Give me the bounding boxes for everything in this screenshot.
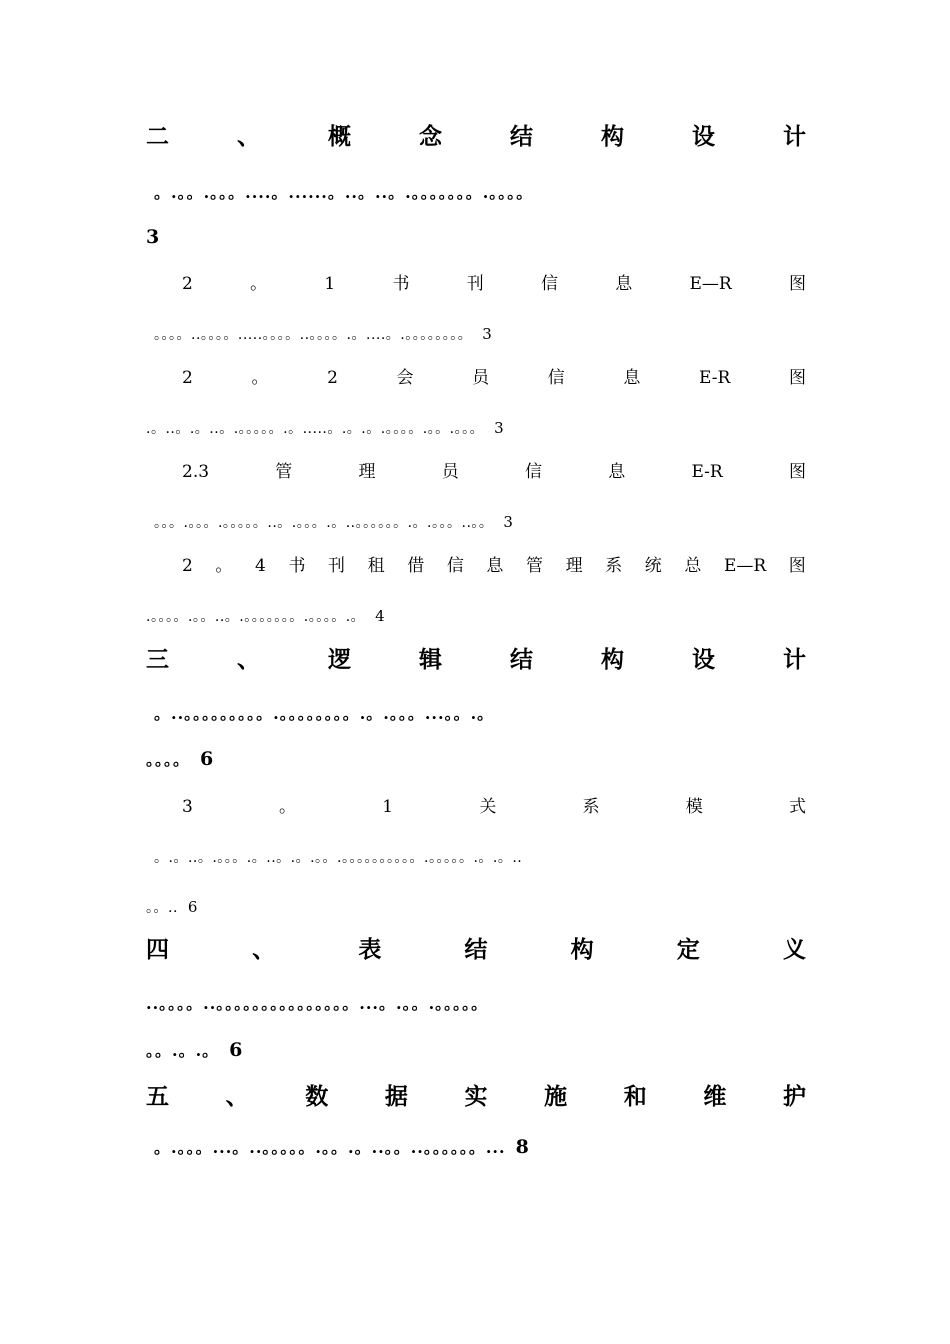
toc-char: 构 [601, 646, 624, 673]
toc-heading-s2-1[interactable] [182, 271, 806, 297]
toc-char: 刊 [466, 274, 484, 294]
toc-char: 信 [524, 462, 542, 482]
toc-char: 信 [547, 368, 565, 388]
toc-char: 据 [384, 1083, 408, 1110]
toc-char: 2 [182, 368, 193, 388]
toc-page-number: 8 [515, 1136, 529, 1158]
toc-char: 图 [788, 462, 806, 482]
toc-leader-dots: .。。。。.。。..。.。。。。。。。.。。。。.。 [146, 609, 366, 625]
toc-char: 息 [623, 368, 641, 388]
toc-leader-line [146, 895, 806, 920]
toc-char: 构 [601, 123, 624, 150]
toc-page-number: 3 [482, 325, 492, 343]
toc-char: 施 [544, 1083, 568, 1110]
toc-page-number: 3 [146, 226, 160, 248]
toc-char: 辑 [419, 646, 442, 673]
toc-char: 系 [605, 556, 623, 576]
toc-char: 息 [608, 462, 626, 482]
toc-char: 4 [255, 556, 266, 576]
toc-char: 、 [225, 1083, 249, 1110]
toc-char: 2 [327, 368, 338, 388]
toc-page-number: 6 [200, 748, 214, 770]
toc-leader-dots: 。.。。.。。。....。......。..。..。.。。。。。。。.。。。。 [154, 183, 534, 202]
toc-char: 理 [565, 556, 583, 576]
toc-heading-s2-3[interactable] [182, 459, 806, 485]
toc-leader-dots: 。.。。。...。..。。。。。.。。.。..。。..。。。。。。... [154, 1138, 506, 1157]
toc-char: 四 [146, 936, 169, 963]
toc-leader-dots: 。。。.。。。.。。。。。..。.。。。.。..。。。。。。.。.。。。..。。 [154, 515, 494, 531]
toc-char: 员 [472, 368, 490, 388]
toc-page-number: 4 [375, 607, 385, 625]
toc-char: 。 [215, 556, 233, 576]
toc-char: 会 [396, 368, 414, 388]
toc-char: 刊 [328, 556, 346, 576]
toc-leader-dots: 。..。。。。。。。。。.。。。。。。。。.。.。。。...。。.。 [154, 704, 495, 723]
toc-char: 图 [788, 368, 806, 388]
toc-char: 二 [146, 123, 169, 150]
toc-leader-line [146, 604, 806, 629]
toc-leader-line [154, 322, 814, 347]
toc-char: E-R [699, 368, 731, 388]
toc-char: 定 [676, 936, 700, 963]
toc-char: 式 [788, 797, 806, 817]
toc-char: E—R [689, 274, 732, 294]
toc-leader-dots: 。。.。.。 [146, 1041, 220, 1060]
toc-page-number: 6 [187, 898, 198, 916]
toc-char: 念 [419, 123, 442, 150]
toc-char: 、 [237, 646, 260, 673]
toc-char: 租 [367, 556, 385, 576]
toc-char: 。 [250, 274, 268, 294]
toc-char: 3 [182, 797, 193, 817]
toc-char: 统 [644, 556, 662, 576]
toc-char: 计 [783, 123, 806, 150]
toc-heading-s5[interactable] [146, 1082, 806, 1112]
toc-page-number: 3 [494, 419, 504, 437]
toc-leader-dots: 。。.. [146, 900, 178, 916]
toc-heading-s3[interactable] [146, 645, 806, 675]
toc-leader-dots: 。。。。 [146, 750, 191, 769]
toc-char: 。 [251, 368, 269, 388]
toc-heading-s2[interactable] [146, 122, 806, 152]
toc-char: 系 [582, 797, 600, 817]
toc-leader-dots: 。.。..。.。。。.。..。.。.。。.。。。。。。。。。。.。。。。。.。.。.. [154, 850, 523, 866]
toc-char: E-R [691, 462, 723, 482]
toc-char: 数 [305, 1083, 329, 1110]
toc-char: 模 [685, 797, 703, 817]
toc-leader-dots: .。..。.。..。.。。。。。.。.....。.。.。.。。。。.。。.。。。 [146, 421, 485, 437]
toc-char: 2.3 [182, 462, 210, 482]
toc-char: 维 [703, 1083, 727, 1110]
toc-char: 息 [486, 556, 504, 576]
toc-char: 信 [540, 274, 558, 294]
toc-leader-line [146, 416, 806, 441]
toc-char: 2 [182, 556, 193, 576]
toc-char: 员 [441, 462, 459, 482]
toc-char: 护 [783, 1083, 806, 1110]
toc-leader-line [154, 510, 814, 535]
toc-char: 借 [407, 556, 425, 576]
toc-char: 逻 [328, 646, 351, 673]
toc-page-number: 3 [503, 513, 513, 531]
toc-char: 图 [788, 556, 806, 576]
toc-char: 设 [692, 646, 715, 673]
toc-char: 管 [275, 462, 293, 482]
toc-char: 书 [392, 274, 410, 294]
toc-page-number: 6 [229, 1039, 243, 1061]
toc-char: 五 [146, 1083, 169, 1110]
toc-char: 图 [789, 274, 806, 294]
toc-char: 结 [464, 936, 488, 963]
toc-char: 书 [288, 556, 306, 576]
toc-char: 构 [570, 936, 594, 963]
toc-char: 关 [479, 797, 497, 817]
toc-char: 总 [684, 556, 702, 576]
toc-char: 信 [446, 556, 464, 576]
toc-char: 1 [382, 797, 394, 817]
toc-char: 计 [783, 646, 806, 673]
toc-char: 和 [623, 1083, 647, 1110]
toc-char: 结 [510, 646, 533, 673]
toc-char: 理 [358, 462, 376, 482]
toc-char: 息 [615, 274, 633, 294]
toc-char: E—R [723, 556, 767, 576]
toc-leader-line [154, 1134, 814, 1161]
toc-char: 。 [279, 797, 297, 817]
toc-leader-dots: ..。。。。..。。。。。。。。。。。。。。。...。.。。.。。。。。 [146, 994, 489, 1013]
toc-char: 管 [526, 556, 543, 576]
toc-heading-s2-4[interactable] [182, 553, 806, 579]
toc-char: 义 [782, 936, 806, 963]
toc-char: 、 [237, 123, 260, 150]
toc-char: 概 [328, 123, 351, 150]
toc-leader-line [146, 1037, 806, 1064]
toc-char: 结 [510, 123, 533, 150]
toc-leader-line [146, 746, 806, 773]
toc-heading-s3-1[interactable] [182, 794, 806, 820]
toc-char: 2 [182, 274, 193, 294]
toc-char: 、 [252, 936, 276, 963]
toc-char: 设 [692, 123, 715, 150]
toc-char: 表 [358, 936, 382, 963]
toc-char: 三 [146, 646, 169, 673]
toc-leader-dots: 。。。。..。。。。.....。。。。..。。。。.。....。.。。。。。。。。 [154, 327, 473, 343]
toc-char: 1 [324, 274, 336, 294]
toc-char: 实 [464, 1083, 488, 1110]
toc-heading-s2-2[interactable] [182, 365, 806, 391]
toc-heading-s4[interactable] [146, 935, 806, 965]
